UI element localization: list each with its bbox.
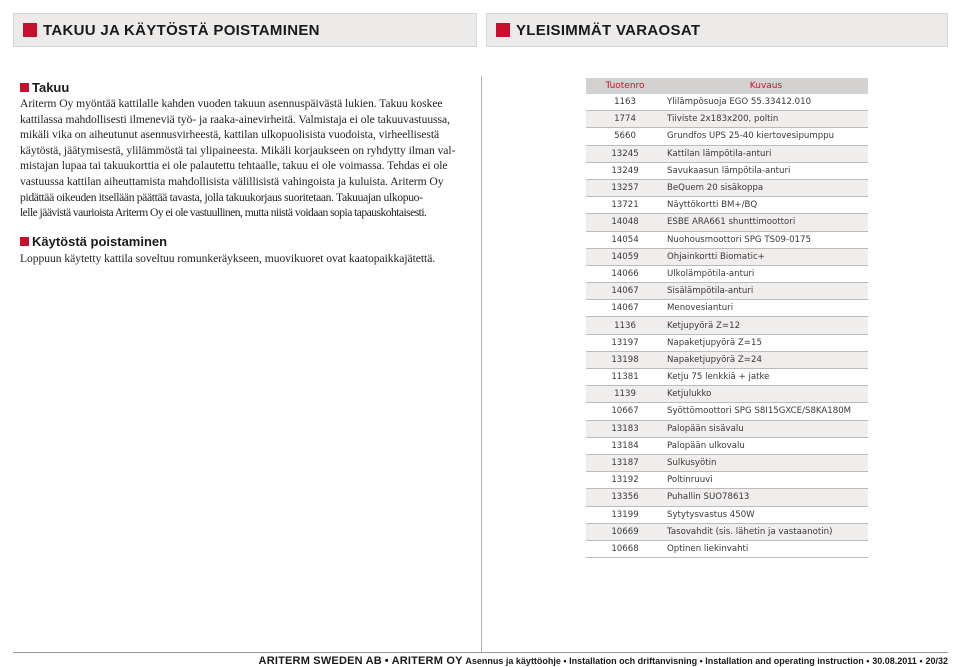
description-cell: Ketju 75 lenkkiä + jatke	[664, 369, 868, 386]
product-number-cell: 14048	[586, 214, 664, 231]
text-line: pidättää oikeuden itsellään päättää tavasta, jolla takuukorjaus suoritetaan. Takuuajan ulkopuo-	[20, 190, 423, 204]
red-square-icon	[496, 23, 510, 37]
product-number-cell: 13249	[586, 162, 664, 179]
text-line: vastuussa kattilan aiheuttamista mahdollisista välillisistä vahingoista ja kuluista. Ariterm Oy	[20, 174, 444, 188]
description-cell: Sisälämpötila-anturi	[664, 283, 868, 300]
product-number-cell: 13192	[586, 472, 664, 489]
table-row	[586, 265, 868, 282]
description-cell: Savukaasun lämpötila-anturi	[664, 162, 868, 179]
table-row	[586, 523, 868, 540]
product-number-cell: 1163	[586, 94, 664, 111]
page-footer	[259, 655, 948, 667]
table-row	[586, 369, 868, 386]
table-body	[586, 94, 868, 558]
footer-brand-oy: ARITERM OY	[391, 655, 463, 667]
footer-bullet: •	[384, 655, 389, 667]
column-header-description: Kuvaus	[664, 78, 868, 94]
column-header-product-number: Tuotenro	[586, 78, 664, 94]
text-line: Loppuun käytetty kattila soveltuu romunkeräykseen, muovikuoret ovat kaatopaikkajätettä.	[20, 251, 436, 265]
table-row	[586, 111, 868, 128]
product-number-cell: 1139	[586, 386, 664, 403]
description-cell: Napaketjupyörä Z=24	[664, 351, 868, 368]
product-number-cell: 13257	[586, 179, 664, 196]
red-square-icon	[20, 237, 29, 246]
table-row	[586, 420, 868, 437]
table-row	[586, 334, 868, 351]
text-line: lelle jäävistä vaurioista Ariterm Oy ei ole vastuullinen, mutta niistä voidaan sopia tapauskohtaisesti.	[20, 206, 427, 220]
description-cell: Poltinruuvi	[664, 472, 868, 489]
product-number-cell: 13184	[586, 437, 664, 454]
text-line: käytöstä, jäätymisestä, ylilämmöstä tai ylipaineesta. Mikäli korjaukseen on ryhdytty ilman val-	[20, 143, 456, 157]
table-row	[586, 437, 868, 454]
section-header-title: YLEISIMMÄT VARAOSAT	[516, 21, 701, 39]
description-cell: Syöttömoottori SPG S8I15GXCE/S8KA180M	[664, 403, 868, 420]
description-cell: Sulkusyötin	[664, 454, 868, 471]
product-number-cell: 13245	[586, 145, 664, 162]
table-row	[586, 506, 868, 523]
product-number-cell: 13199	[586, 506, 664, 523]
table-row	[586, 454, 868, 471]
description-cell: ESBE ARA661 shunttimoottori	[664, 214, 868, 231]
description-cell: Palopään sisävalu	[664, 420, 868, 437]
product-number-cell: 14066	[586, 265, 664, 282]
table-row	[586, 128, 868, 145]
section-header-spare-parts	[486, 13, 948, 47]
description-cell: Tasovahdit (sis. lähetin ja vastaanotin)	[664, 523, 868, 540]
description-cell: Grundfos UPS 25-40 kiertovesipumppu	[664, 128, 868, 145]
description-cell: Tiiviste 2x183x200, poltin	[664, 111, 868, 128]
product-number-cell: 13183	[586, 420, 664, 437]
footer-bullet: •	[919, 656, 923, 666]
table-row	[586, 300, 868, 317]
product-number-cell: 14054	[586, 231, 664, 248]
table-row	[586, 283, 868, 300]
product-number-cell: 11381	[586, 369, 664, 386]
product-number-cell: 10669	[586, 523, 664, 540]
product-number-cell: 13197	[586, 334, 664, 351]
product-number-cell: 1136	[586, 317, 664, 334]
red-square-icon	[20, 83, 29, 92]
footer-brand-sweden: ARITERM SWEDEN AB	[258, 655, 382, 667]
description-cell: Menovesianturi	[664, 300, 868, 317]
product-number-cell: 13187	[586, 454, 664, 471]
section-header-title: TAKUU JA KÄYTÖSTÄ POISTAMINEN	[43, 21, 320, 39]
table-row	[586, 248, 868, 265]
description-cell: Ohjainkortti Biomatic+	[664, 248, 868, 265]
section-header-warranty	[13, 13, 477, 47]
product-number-cell: 13721	[586, 197, 664, 214]
spare-parts-table	[586, 78, 868, 558]
table-row	[586, 94, 868, 111]
description-cell: Optinen liekinvahti	[664, 540, 868, 557]
description-cell: Napaketjupyörä Z=15	[664, 334, 868, 351]
table-row	[586, 403, 868, 420]
subheading-kaytosta-poistaminen	[20, 234, 472, 250]
footer-date: 30.08.2011	[872, 656, 917, 666]
text-line: mistajan lupaa tai takuukorttia ei ole palautettu tehtaalle, takuu ei ole voimassa. Tehdas ei ole	[20, 159, 448, 173]
description-cell: Näyttökortti BM+/BQ	[664, 197, 868, 214]
description-cell: Ulkolämpötila-anturi	[664, 265, 868, 282]
subheading-text: Käytöstä poistaminen	[32, 234, 168, 250]
product-number-cell: 13356	[586, 489, 664, 506]
table-row	[586, 317, 868, 334]
description-cell: Sytytysvastus 450W	[664, 506, 868, 523]
product-number-cell: 5660	[586, 128, 664, 145]
description-cell: Ketjulukko	[664, 386, 868, 403]
table-row	[586, 197, 868, 214]
table-row	[586, 472, 868, 489]
product-number-cell: 10668	[586, 540, 664, 557]
description-cell: BeQuem 20 sisäkoppa	[664, 179, 868, 196]
description-cell: Palopään ulkovalu	[664, 437, 868, 454]
footer-doc-title: Asennus ja käyttöohje • Installation och driftanvisning • Installation and operating instruction •	[465, 656, 870, 666]
table-row	[586, 145, 868, 162]
table-row	[586, 540, 868, 557]
table-row	[586, 179, 868, 196]
description-cell: Ylilämpösuoja EGO 55.33412.010	[664, 94, 868, 111]
text-line: kattilassa mahdollisesti ilmeneviä työ- ja raaka-ainevirheitä. Valmistaja ei ole takuuvastuussa,	[20, 112, 450, 126]
product-number-cell: 10667	[586, 403, 664, 420]
subheading-takuu	[20, 79, 472, 95]
footer-rule	[13, 652, 948, 653]
table-row	[586, 351, 868, 368]
red-square-icon	[23, 23, 37, 37]
table-header-row	[586, 78, 868, 94]
product-number-cell: 14067	[586, 300, 664, 317]
disposal-paragraph	[20, 251, 472, 267]
text-line: Ariterm Oy myöntää kattilalle kahden vuoden takuun asennuspäivästä lukien. Takuu koskee	[20, 97, 443, 110]
left-column	[20, 79, 472, 266]
description-cell: Kattilan lämpötila-anturi	[664, 145, 868, 162]
footer-page-number: 20/32	[925, 656, 948, 666]
description-cell: Nuohousmoottori SPG TS09-0175	[664, 231, 868, 248]
table-row	[586, 489, 868, 506]
text-line: mikäli vika on aiheutunut asennusvirheestä, kattilan ulkopuolisista vuodoista, virheellisestä	[20, 128, 440, 142]
product-number-cell: 1774	[586, 111, 664, 128]
product-number-cell: 14059	[586, 248, 664, 265]
table-row	[586, 231, 868, 248]
table-row	[586, 214, 868, 231]
table-row	[586, 386, 868, 403]
table-row	[586, 162, 868, 179]
product-number-cell: 14067	[586, 283, 664, 300]
description-cell: Puhallin SUO78613	[664, 489, 868, 506]
product-number-cell: 13198	[586, 351, 664, 368]
subheading-text: Takuu	[32, 79, 70, 95]
warranty-paragraph	[20, 96, 472, 221]
description-cell: Ketjupyörä Z=12	[664, 317, 868, 334]
column-divider	[481, 76, 482, 653]
